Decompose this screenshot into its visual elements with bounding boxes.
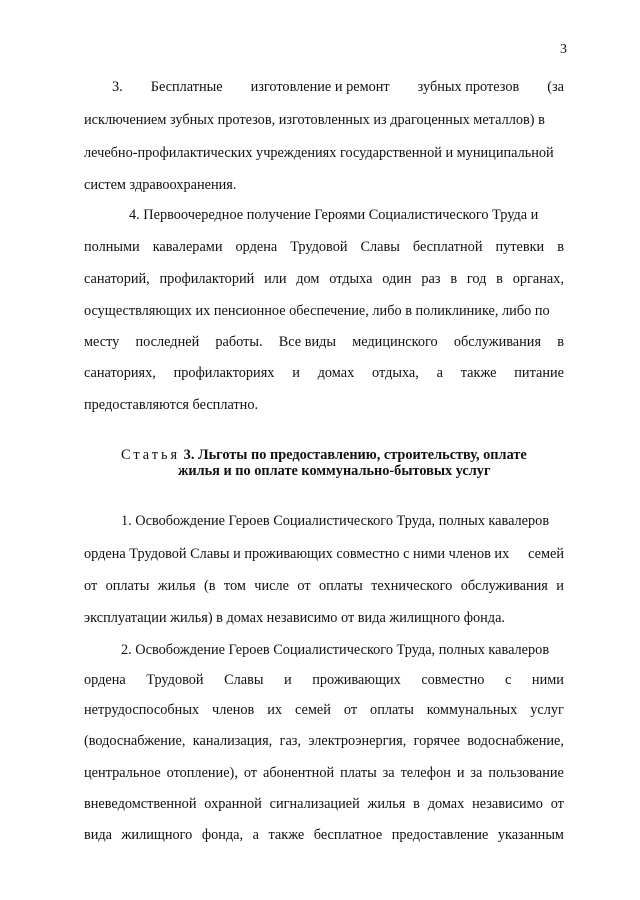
paragraph-4-line-4 [84, 302, 564, 320]
line-word: совместно [421, 672, 485, 688]
line-word: также [268, 827, 305, 843]
line-word: и [284, 672, 292, 688]
line-word: жилищного [121, 827, 193, 843]
paragraph-4-line-6 [84, 364, 564, 382]
line-word: и [556, 578, 564, 594]
line-word: отдыха [329, 271, 373, 287]
line-word: год [466, 271, 487, 287]
line-word: в [450, 271, 458, 287]
line-word: Трудовой [290, 239, 348, 255]
line-word: а [436, 365, 443, 381]
line-word: ордена [235, 239, 278, 255]
section-2-line-6 [84, 795, 564, 813]
line-word: Славы [360, 239, 400, 255]
section-1-line-4: эксплуатации жилья) в домах независимо от вида жилищного фонда. [84, 610, 505, 626]
line-word: вневедомственной [84, 796, 197, 812]
line-word: или [264, 271, 287, 287]
line-word: ордена [84, 672, 126, 688]
paragraph-4-line-3 [84, 270, 564, 288]
line-word: (за [547, 79, 564, 95]
line-word: ними [531, 672, 564, 688]
line-word: оплаты [370, 702, 414, 718]
line-word: осуществляющих их пенсионное обеспечение, либо в поликлинике, либо по [84, 303, 550, 319]
article-heading-line-2: жилья и по оплате коммунально-бытовых услуг [178, 463, 491, 479]
line-word: и [456, 765, 465, 781]
line-word: услуг [530, 702, 564, 718]
line-word: медицинского [352, 334, 438, 350]
line-word: пользование [488, 765, 564, 781]
line-word: домах [427, 796, 465, 812]
line-word: месту [84, 334, 120, 350]
line-word: канализация, [192, 733, 273, 749]
line-word: платы [340, 765, 377, 781]
line-word: семей [295, 702, 331, 718]
line-word: технического [371, 578, 453, 594]
article-heading-title: 3. Льготы по предоставлению, строительству, оплате [183, 447, 527, 463]
line-word: предоставление [391, 827, 489, 843]
line-word: санаторий, [84, 271, 150, 287]
line-word: жилья [157, 578, 196, 594]
line-word: обслуживания [460, 578, 548, 594]
line-word: Все виды [278, 334, 337, 350]
page-number: 3 [560, 42, 567, 57]
line-word: указанным [497, 827, 564, 843]
line-word: электроэнергия, [308, 733, 407, 749]
line-word: бесплатной [412, 239, 483, 255]
line-word: последней [135, 334, 200, 350]
line-word: жилья [367, 796, 406, 812]
section-2-line-3 [84, 701, 564, 719]
line-word: работы. [215, 334, 263, 350]
section-1-line-1: 1. Освобождение Героев Социалистического Труда, полных кавалеров [121, 513, 550, 529]
paragraph-3-line-3: лечебно-профилактических учреждениях государственной и муниципальной [84, 145, 554, 161]
line-word: домах [317, 365, 355, 381]
section-1-line-2 [84, 545, 564, 563]
line-word: их [267, 702, 283, 718]
line-word: от [550, 796, 564, 812]
line-word: за [470, 765, 483, 781]
line-word: абонентной [263, 765, 335, 781]
paragraph-3-line-4: систем здравоохранения. [84, 177, 237, 193]
section-1-line-3 [84, 577, 564, 595]
line-word: зубных протезов [417, 79, 520, 95]
paragraph-4-line-2 [84, 238, 564, 256]
line-word: санаториях, [84, 365, 156, 381]
paragraph-4-line-7: предоставляются бесплатно. [84, 397, 259, 413]
line-word: 4. Первоочередное получение Героями Социалистического Труда и [129, 207, 539, 223]
line-word: оплаты [105, 578, 150, 594]
paragraph-3-line-1 [112, 78, 564, 96]
line-word: профилакториях [173, 365, 275, 381]
line-word: фонда, [201, 827, 244, 843]
line-word: бесплатное [313, 827, 383, 843]
line-word: 3. [112, 79, 123, 95]
line-word: профилакторий [159, 271, 255, 287]
line-word: членов [212, 702, 255, 718]
line-word: Бесплатные [150, 79, 223, 95]
line-word: за [382, 765, 395, 781]
line-word: вида [84, 827, 113, 843]
line-word: а [252, 827, 259, 843]
line-word: полными [84, 239, 140, 255]
line-word: дом [296, 271, 320, 287]
line-word: ордена Трудовой Славы и проживающих совместно с ними членов их [84, 546, 510, 562]
line-word: также [460, 365, 497, 381]
paragraph-4-line-5 [84, 333, 564, 351]
line-word: один [382, 271, 412, 287]
line-word: семей [528, 546, 564, 562]
line-word: том [223, 578, 246, 594]
line-word: водоснабжение, [467, 733, 564, 749]
line-word: в [557, 334, 564, 350]
line-word: в [557, 239, 564, 255]
line-word: кавалерами [152, 239, 223, 255]
line-word: проживающих [312, 672, 401, 688]
line-word: горячее [413, 733, 460, 749]
line-word: отдыха, [372, 365, 419, 381]
line-word: нетрудоспособных [84, 702, 200, 718]
article-word: Статья [121, 447, 181, 463]
line-word: от [297, 578, 311, 594]
section-2-line-4 [84, 732, 564, 750]
line-word: Славы [224, 672, 264, 688]
line-word: раз [421, 271, 441, 287]
section-2-line-7 [84, 826, 564, 844]
line-word: Трудовой [146, 672, 204, 688]
line-word: коммунальных [426, 702, 518, 718]
paragraph-4-line-1 [129, 206, 564, 224]
line-word: числе [254, 578, 289, 594]
paragraph-3-line-2: исключением зубных протезов, изготовленных из драгоценных металлов) в [84, 112, 545, 128]
line-word: центральное [84, 765, 161, 781]
line-word: охранной [204, 796, 262, 812]
line-word: органах, [512, 271, 564, 287]
line-word: отопление), [166, 765, 238, 781]
section-2-line-2 [84, 671, 564, 689]
line-word: от [243, 765, 258, 781]
section-2-line-5 [84, 764, 564, 782]
line-word: газ, [279, 733, 302, 749]
line-word: сигнализацией [269, 796, 360, 812]
line-word: в [496, 271, 503, 287]
section-2-line-1: 2. Освобождение Героев Социалистического Труда, полных кавалеров [121, 642, 550, 658]
line-word: независимо [472, 796, 543, 812]
line-word: (водоснабжение, [84, 733, 186, 749]
line-word: обслуживания [453, 334, 542, 350]
line-word: путевки [495, 239, 545, 255]
line-word: питание [514, 365, 564, 381]
line-word: (в [203, 578, 216, 594]
line-word: с [505, 672, 512, 688]
line-word: в [413, 796, 420, 812]
line-word: и [292, 365, 300, 381]
line-word: от [84, 578, 98, 594]
line-word: изготовление и ремонт [250, 79, 390, 95]
line-word: от [343, 702, 358, 718]
line-word: оплаты [318, 578, 363, 594]
line-word: телефон [400, 765, 451, 781]
